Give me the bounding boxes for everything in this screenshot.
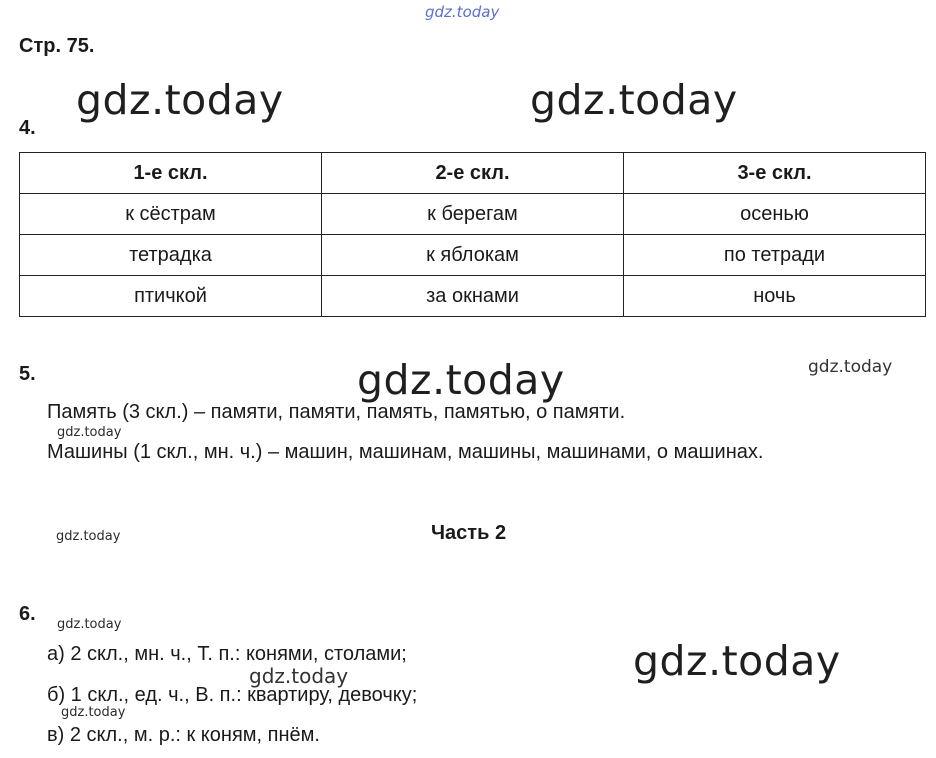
table-cell: за окнами	[322, 276, 624, 317]
table-row	[20, 276, 926, 317]
task-number-6: 6.	[19, 603, 36, 625]
watermark-large: gdz.today	[530, 76, 738, 124]
task-number-4: 4.	[19, 117, 36, 139]
task6-item-c: в) 2 скл., м. р.: к коням, пнём.	[47, 724, 320, 746]
task5-line-2: Машины (1 скл., мн. ч.) – машин, машинам, машины, машинами, о машинах.	[47, 441, 764, 463]
table-header-row	[20, 153, 926, 194]
watermark-small: gdz.today	[57, 617, 122, 632]
page-label: Стр. 75.	[19, 35, 95, 57]
declension-table	[19, 152, 926, 317]
table-cell: к яблокам	[322, 235, 624, 276]
watermark-large: gdz.today	[633, 637, 841, 685]
watermark-large: gdz.today	[76, 76, 284, 124]
table-cell: по тетради	[624, 235, 926, 276]
table-cell: ночь	[624, 276, 926, 317]
section-title: Часть 2	[431, 522, 507, 544]
watermark-medium: gdz.today	[808, 357, 893, 377]
watermark-top: gdz.today	[425, 3, 500, 21]
table-cell: птичкой	[20, 276, 322, 317]
task5-line-1: Память (3 скл.) – памяти, памяти, память, памятью, о памяти.	[47, 401, 626, 423]
task6-item-b: б) 1 скл., ед. ч., В. п.: квартиру, девочку;	[47, 684, 418, 706]
watermark-large: gdz.today	[357, 356, 565, 404]
table-header-cell: 2-е скл.	[322, 153, 624, 194]
table-cell: осенью	[624, 194, 926, 235]
table-header-cell: 3-е скл.	[624, 153, 926, 194]
table-row	[20, 194, 926, 235]
watermark-small: gdz.today	[57, 425, 122, 440]
table-cell: к берегам	[322, 194, 624, 235]
table-header-cell: 1-е скл.	[20, 153, 322, 194]
watermark-small: gdz.today	[61, 705, 126, 720]
watermark-small: gdz.today	[56, 529, 121, 544]
table-cell: тетрадка	[20, 235, 322, 276]
task6-item-a: а) 2 скл., мн. ч., Т. п.: конями, столами;	[47, 643, 407, 665]
table-row	[20, 235, 926, 276]
task-number-5: 5.	[19, 363, 36, 385]
table-cell: к сёстрам	[20, 194, 322, 235]
watermark-medium: gdz.today	[249, 664, 349, 688]
